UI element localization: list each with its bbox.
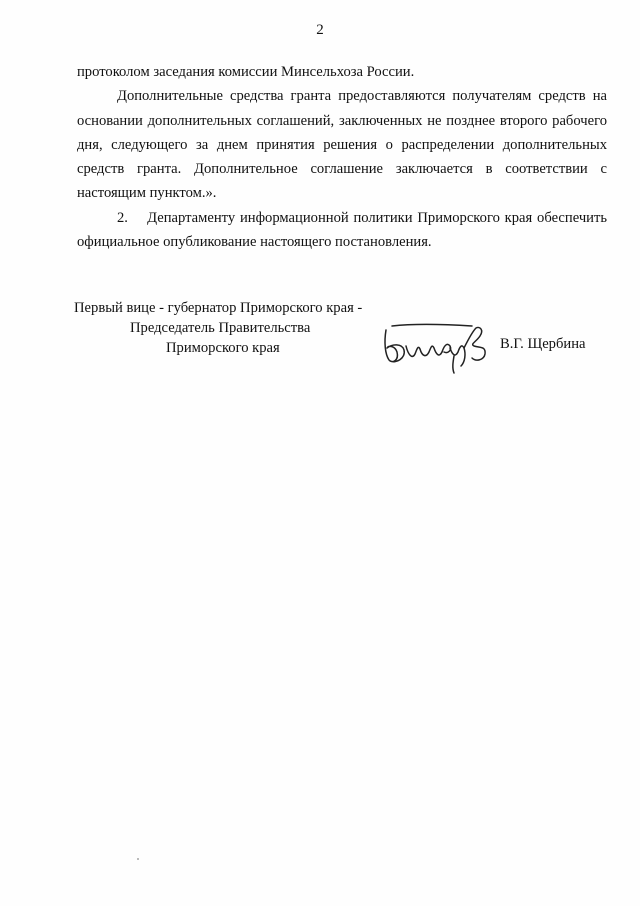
paragraph-continuation: протоколом заседания комиссии Минсельхоза России.: [77, 64, 415, 80]
signatory-position: [74, 298, 362, 358]
paragraph-additional-funds: Дополнительные средства гранта предоставляются получателям средств на основании дополнительных соглашений, заключенных не позднее второго рабочего дня, следующего за днем принятия решения о распределении дополнительных средств гранта. Дополнительное соглашение заключается в соответствии с настоящим пунктом.».: [77, 88, 607, 202]
page-number: 2: [316, 22, 324, 38]
position-line: Председатель Правительства: [130, 320, 311, 336]
handwritten-signature: [380, 316, 505, 376]
signer-name: В.Г. Щербина: [500, 336, 586, 352]
scan-artifact: [137, 858, 139, 860]
position-line: Первый вице - губернатор Приморского края -: [74, 300, 363, 316]
position-line: Приморского края: [166, 340, 280, 356]
paragraph-item-2: 2. Департаменту информационной политики Приморского края обеспечить официальное опубликование настоящего постановления.: [77, 209, 607, 251]
document-body: [77, 60, 607, 254]
